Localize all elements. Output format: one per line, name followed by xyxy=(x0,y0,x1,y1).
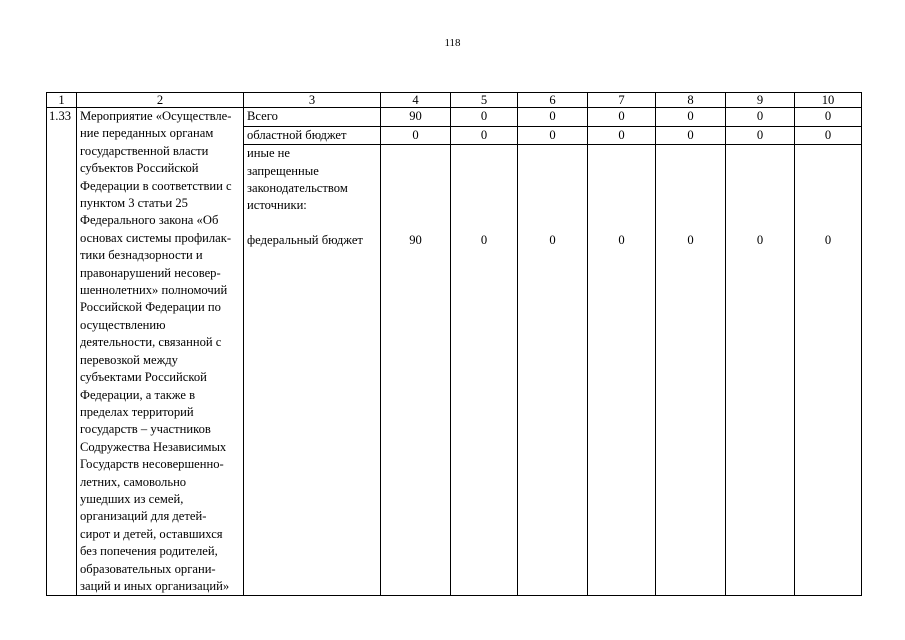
other-sources-line: источники: xyxy=(247,198,307,213)
value-cell: 90 xyxy=(381,108,451,127)
value-cell: 0 xyxy=(518,108,588,127)
other-sources-line: запрещенные xyxy=(247,163,319,178)
description-line: Федерального закона «Об xyxy=(80,213,219,228)
column-header: 2 xyxy=(77,93,244,108)
description-line: ушедших из семей, xyxy=(80,491,184,506)
description-line: организаций для детей- xyxy=(80,509,207,524)
value-cell: 0 xyxy=(381,126,451,145)
description-line: сирот и детей, оставшихся xyxy=(80,526,223,541)
value-cell: 0 xyxy=(588,126,656,145)
description-line: Мероприятие «Осуществле- xyxy=(80,109,232,123)
value-cell: 0 xyxy=(656,108,726,127)
value-cell: 0 xyxy=(795,126,862,145)
column-header: 7 xyxy=(588,93,656,108)
description-line: государств – участников xyxy=(80,422,211,437)
value-cell: 0 xyxy=(795,108,862,127)
federal-budget-label: федеральный бюджет xyxy=(247,233,363,248)
description-line: заций и иных организаций» xyxy=(80,578,230,593)
other-sources-line: законодательством xyxy=(247,180,348,195)
value-cell: 0 xyxy=(656,126,726,145)
description-line: субъектов Российской xyxy=(80,161,199,176)
value-column-cell xyxy=(588,145,656,596)
source-cell xyxy=(244,145,381,596)
description-line: Государств несовершенно- xyxy=(80,457,224,472)
description-line: Федерации в соответствии с xyxy=(80,178,232,193)
value-cell: 0 xyxy=(726,108,795,127)
column-header: 9 xyxy=(726,93,795,108)
value-cell: 0 xyxy=(618,233,625,248)
description-line: Содружества Независимых xyxy=(80,439,227,454)
header-row xyxy=(47,93,862,108)
value-column-cell xyxy=(795,145,862,596)
source-cell: областной бюджет xyxy=(244,126,381,145)
description-line: государственной власти xyxy=(80,143,209,158)
description-line: Федерации, а также в xyxy=(80,387,196,402)
value-cell: 0 xyxy=(687,233,694,248)
value-cell: 0 xyxy=(549,233,556,248)
value-cell: 0 xyxy=(588,108,656,127)
description-line: основах системы профилак- xyxy=(80,230,232,245)
value-cell: 0 xyxy=(480,233,488,248)
value-cell: 90 xyxy=(409,233,422,248)
description-line: субъектами Российской xyxy=(80,370,207,385)
description-line: шеннолетних» полномочий xyxy=(80,283,228,298)
description-line: правонарушений несовер- xyxy=(80,265,221,280)
column-header: 8 xyxy=(656,93,726,108)
column-header: 1 xyxy=(47,93,77,108)
column-header: 3 xyxy=(244,93,381,108)
description-line: образовательных органи- xyxy=(80,561,216,576)
table-row xyxy=(47,108,862,127)
description-line: тики безнадзорности и xyxy=(80,248,203,263)
value-column-cell xyxy=(518,145,588,596)
description-line: Российской Федерации по xyxy=(80,300,221,315)
description-line: осуществлению xyxy=(80,317,166,332)
column-header: 4 xyxy=(381,93,451,108)
description-line: перевозкой между xyxy=(80,352,178,367)
description-line: летних, самовольно xyxy=(80,474,187,489)
description-line: деятельности, связанной с xyxy=(80,335,222,350)
value-column-cell xyxy=(656,145,726,596)
column-header: 10 xyxy=(795,93,862,108)
column-header: 5 xyxy=(451,93,518,108)
value-cell: 0 xyxy=(451,108,518,127)
other-sources-line: иные не xyxy=(247,146,291,161)
measure-description xyxy=(77,108,244,596)
row-number: 1.33 xyxy=(47,108,77,596)
description-line: пунктом 3 статьи 25 xyxy=(80,196,188,211)
source-cell: Всего xyxy=(244,108,381,127)
column-header: 6 xyxy=(518,93,588,108)
value-column-cell xyxy=(451,145,518,596)
value-cell: 0 xyxy=(451,126,518,145)
value-cell: 0 xyxy=(756,233,764,248)
description-line: пределах территорий xyxy=(80,404,194,419)
description-line: ние переданных органам xyxy=(80,126,214,141)
value-cell: 0 xyxy=(824,233,832,248)
value-cell: 0 xyxy=(518,126,588,145)
funding-table xyxy=(46,92,862,596)
value-cell: 0 xyxy=(726,126,795,145)
value-column-cell xyxy=(381,145,451,596)
description-line: без попечения родителей, xyxy=(80,544,218,559)
value-column-cell xyxy=(726,145,795,596)
page-number: 118 xyxy=(444,37,461,49)
